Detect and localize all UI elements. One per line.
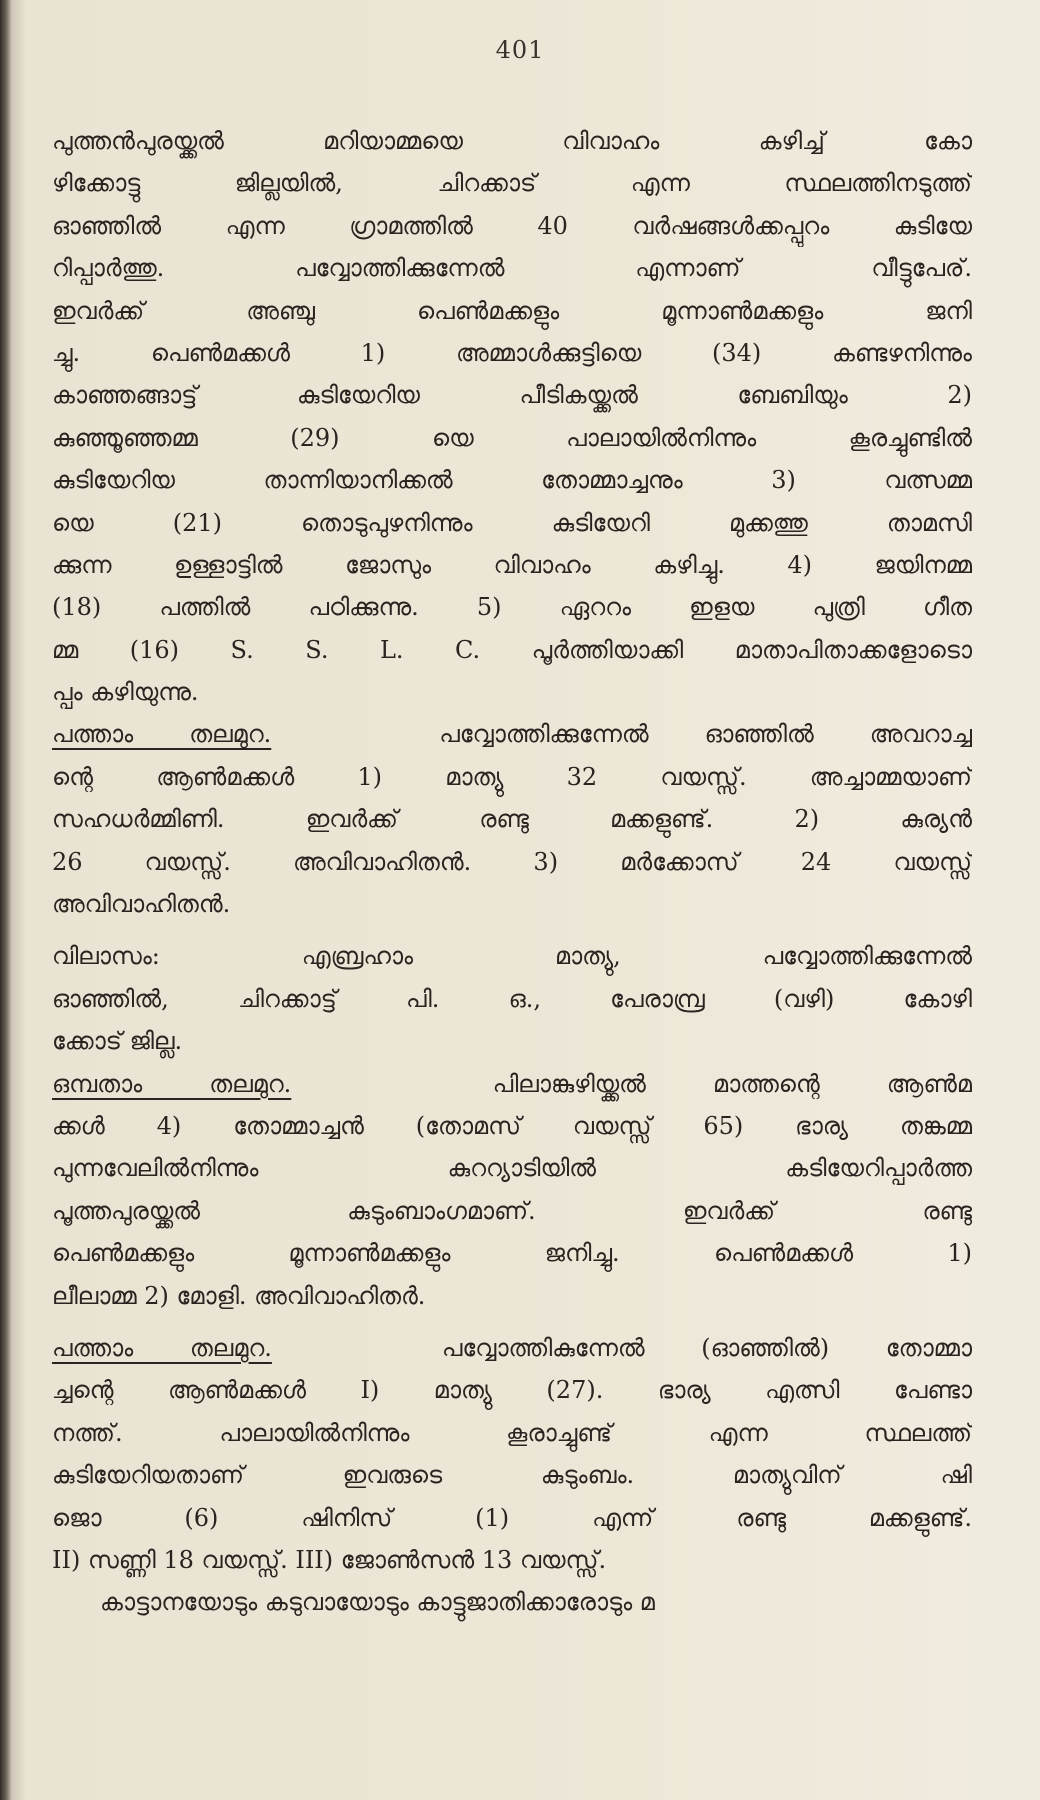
- text-line: നത്ത്. പാലായിൽനിന്നും കൂരാച്ചുണ്ട് എന്ന സ്ഥലത്ത്: [52, 1418, 972, 1447]
- text-line: ച്ചു. പെൺമക്കൾ 1) അമ്മാൾക്കുട്ടിയെ (34) കണ്ടഴനിന്നും: [52, 338, 972, 367]
- text-line: ജൊ (6) ഷിനിസ് (1) എന്ന് രണ്ടു മക്കളുണ്ട്.: [52, 1503, 972, 1532]
- text-line: പെൺമക്കളും മൂന്നാൺമക്കളും ജനിച്ചു. പെൺമക്കൾ 1): [52, 1239, 972, 1268]
- section-heading: ഒമ്പതാം തലമുറ.: [52, 1069, 292, 1098]
- text-line: യെ (21) തൊടുപുഴനിന്നും കുടിയേറി മുക്കത്തു താമസി: [52, 508, 972, 537]
- text-line: പവ്വോത്തികുന്നേൽ (ഓഞ്ഞിൽ) തോമ്മാ: [441, 1333, 972, 1362]
- section-heading: പത്താം തലമുറ.: [52, 720, 272, 749]
- text-line: കുടിയേറിയ താന്നിയാനിക്കൽ തോമ്മാച്ചനും 3) വത്സമ്മ: [52, 466, 972, 495]
- body-text: [52, 120, 972, 1624]
- paragraph-family-intro: [52, 120, 972, 713]
- text-line: പുത്തൻപുരയ്ക്കൽ മറിയാമ്മയെ വിവാഹം കഴിച്ച് കോ: [52, 127, 972, 155]
- text-line: കുടിയേറിയതാണ് ഇവരുടെ കുടുംബം. മാത്യുവിന് ഷി: [52, 1461, 972, 1490]
- text-line: ക്കുന്ന ഉള്ളാട്ടിൽ ജോസും വിവാഹം കഴിച്ചു. 4) ജയിനമ്മ: [52, 550, 972, 579]
- text-line: വിലാസം: എബ്രഹാം മാത്യു, പവ്വോത്തിക്കുന്നേൽ: [52, 942, 972, 971]
- section-heading: പത്താം തലമുറ.: [52, 1333, 272, 1362]
- text-line: ന്റെ ആൺമക്കൾ 1) മാത്യു 32 വയസ്സ്. അച്ചാമ്മയാണ്: [52, 762, 972, 791]
- text-line: കുഞ്ഞൂഞ്ഞമ്മ (29) യെ പാലായിൽനിന്നും കൂരച്ചുണ്ടിൽ: [52, 423, 972, 452]
- text-line: ഇവർക്ക് അഞ്ചു പെൺമക്കളും മൂന്നാൺമക്കളും ജനി: [52, 296, 972, 325]
- text-line: പൂത്തപുരയ്ക്കൽ കുടുംബാംഗമാണ്. ഇവർക്ക് രണ്ടു: [52, 1196, 972, 1225]
- text-line: മ്മ (16) S. S. L. C. പൂർത്തിയാക്കി മാതാപിതാക്കളോടൊ: [52, 635, 972, 664]
- paragraph-continuation: [52, 1581, 972, 1623]
- paragraph-address: [52, 935, 972, 1062]
- text-line: ച്ചന്റെ ആൺമക്കൾ I) മാത്യു (27). ഭാര്യ എത്സി പേണ്ടാ: [52, 1376, 972, 1405]
- text-line: ലീലാമ്മ 2) മോളി. അവിവാഹിതർ.: [52, 1281, 426, 1310]
- text-line: പുന്നവേലിൽനിന്നും കുററ്യാടിയിൽ കടിയേറിപ്പാർത്ത: [52, 1154, 972, 1183]
- text-line-with-heading: [52, 1063, 972, 1105]
- paragraph-ninth-generation: [52, 1063, 972, 1317]
- text-line: കാട്ടാനയോടും കടുവായോടും കാട്ടുജാതിക്കാരോടും മ: [100, 1588, 655, 1617]
- text-line-with-heading: [52, 713, 972, 755]
- text-line: (18) പത്തിൽ പഠിക്കുന്നു. 5) ഏററം ഇളയ പുത്രി ഗീത: [52, 593, 972, 622]
- paragraph-tenth-generation-2: [52, 1327, 972, 1581]
- paragraph-tenth-generation-1: [52, 713, 972, 925]
- paragraph-gap: [52, 925, 972, 935]
- text-line: പ്പം കഴിയുന്നു.: [52, 678, 199, 707]
- text-line-with-heading: [52, 1327, 972, 1369]
- text-line: ക്കൾ 4) തോമ്മാച്ചൻ (തോമസ് വയസ്സ് 65) ഭാര്യ തങ്കമ്മ: [52, 1111, 972, 1140]
- text-line: സഹധർമ്മിണി. ഇവർക്ക് രണ്ടു മക്കളുണ്ട്. 2) കുര്യൻ: [52, 805, 972, 834]
- text-line: ഓഞ്ഞിൽ, ചിറക്കാട്ട് പി. ഒ., പേരാമ്പ്ര (വഴി) കോഴി: [52, 984, 972, 1013]
- text-line: റിപ്പാർത്തു. പവ്വോത്തിക്കുന്നേൽ എന്നാണ് വീട്ടുപേര്.: [52, 254, 972, 283]
- text-line: II) സണ്ണി 18 വയസ്സ്. III) ജോൺസൻ 13 വയസ്സ്.: [52, 1545, 607, 1574]
- text-line: ക്കോട് ജില്ല.: [52, 1027, 183, 1056]
- text-line: 26 വയസ്സ്. അവിവാഹിതൻ. 3) മർക്കോസ് 24 വയസ്സ്: [52, 847, 972, 876]
- text-line: കാഞ്ഞങ്ങാട്ട് കുടിയേറിയ പീടികയ്ക്കൽ ബേബിയും 2): [52, 381, 972, 410]
- text-line: ഴിക്കോട്ടു ജില്ലയിൽ, ചിറക്കാട് എന്ന സ്ഥലത്തിനടുത്ത്: [52, 169, 972, 198]
- page-number: 401: [495, 36, 545, 64]
- text-line: പിലാങ്കുഴിയ്ക്കൽ മാത്തന്റെ ആൺമ: [492, 1069, 972, 1098]
- paragraph-gap: [52, 1317, 972, 1327]
- text-line: പവ്വോത്തിക്കുന്നേൽ ഓഞ്ഞിൽ അവറാച്ച: [439, 720, 972, 749]
- text-line: ഓഞ്ഞിൽ എന്ന ഗ്രാമത്തിൽ 40 വർഷങ്ങൾക്കപ്പുറം കുടിയേ: [52, 211, 972, 240]
- text-line: അവിവാഹിതൻ.: [52, 890, 231, 919]
